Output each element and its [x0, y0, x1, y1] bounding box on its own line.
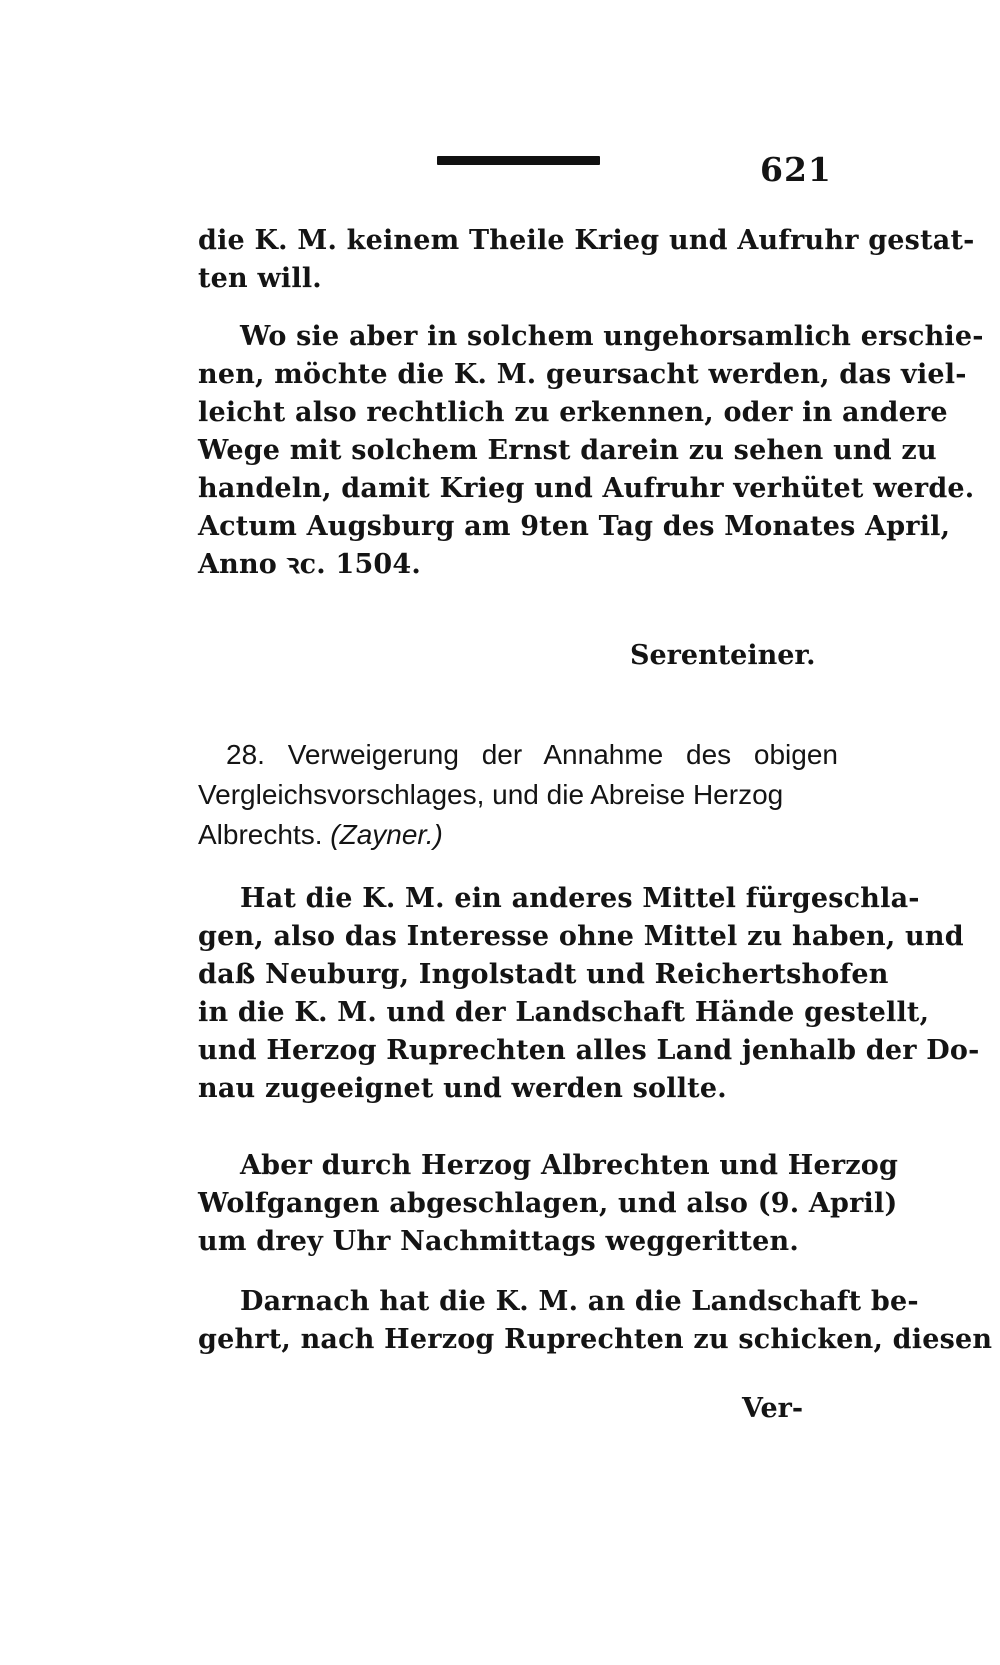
- text-line: ten will.: [198, 263, 322, 294]
- text-line: Wolfgangen abgeschlagen, und also (9. April): [198, 1188, 898, 1219]
- text-line: Actum Augsburg am 9ten Tag des Monates April,: [198, 511, 951, 542]
- header-rule: [437, 156, 600, 165]
- catchword: Ver-: [742, 1393, 804, 1424]
- heading-text: Albrechts.: [198, 819, 323, 850]
- text-line: gen, also das Interesse ohne Mittel zu haben, und: [198, 921, 964, 952]
- text-line: um drey Uhr Nachmittags weggeritten.: [198, 1226, 799, 1257]
- text-line: handeln, damit Krieg und Aufruhr verhütet werde.: [198, 473, 975, 504]
- text-line: Anno ꝛc. 1504.: [198, 549, 422, 580]
- heading-line: [198, 815, 838, 855]
- text-line: daß Neuburg, Ingolstadt und Reichertshofen: [198, 959, 889, 990]
- text-line: gehrt, nach Herzog Ruprechten zu schicken, diesen: [198, 1324, 993, 1355]
- text-line: Wo sie aber in solchem ungehorsamlich erschie-: [240, 321, 984, 352]
- heading-line: Vergleichsvorschlages, und die Abreise Herzog: [198, 779, 784, 810]
- heading-text: Verweigerung der Annahme des obigen: [287, 739, 838, 770]
- text-line: Darnach hat die K. M. an die Landschaft be-: [240, 1286, 919, 1317]
- paragraph-1: [198, 222, 975, 298]
- text-line: die K. M. keinem Theile Krieg und Aufruhr gestat-: [198, 225, 975, 256]
- text-line: in die K. M. und der Landschaft Hände gestellt,: [198, 997, 930, 1028]
- section-heading: [198, 735, 838, 855]
- heading-line: [198, 735, 838, 775]
- text-line: und Herzog Ruprechten alles Land jenhalb der Do-: [198, 1035, 980, 1066]
- text-line: Wege mit solchem Ernst darein zu sehen und zu: [198, 435, 937, 466]
- paragraph-4: [198, 1147, 899, 1261]
- text-line: Aber durch Herzog Albrechten und Herzog: [240, 1150, 899, 1181]
- section-number: 28.: [226, 739, 265, 770]
- paragraph-3: [198, 880, 980, 1108]
- heading-source: (Zayner.): [330, 819, 443, 850]
- text-line: nau zugeeignet und werden sollte.: [198, 1073, 727, 1104]
- text-line: Hat die K. M. ein anderes Mittel fürgeschla-: [240, 883, 920, 914]
- text-line: nen, möchte die K. M. geursacht werden, das viel-: [198, 359, 967, 390]
- paragraph-2: [198, 318, 984, 584]
- text-line: leicht also rechtlich zu erkennen, oder in andere: [198, 397, 948, 428]
- paragraph-5: [198, 1283, 993, 1359]
- page-number: 621: [760, 150, 832, 189]
- signature: Serenteiner.: [630, 640, 816, 671]
